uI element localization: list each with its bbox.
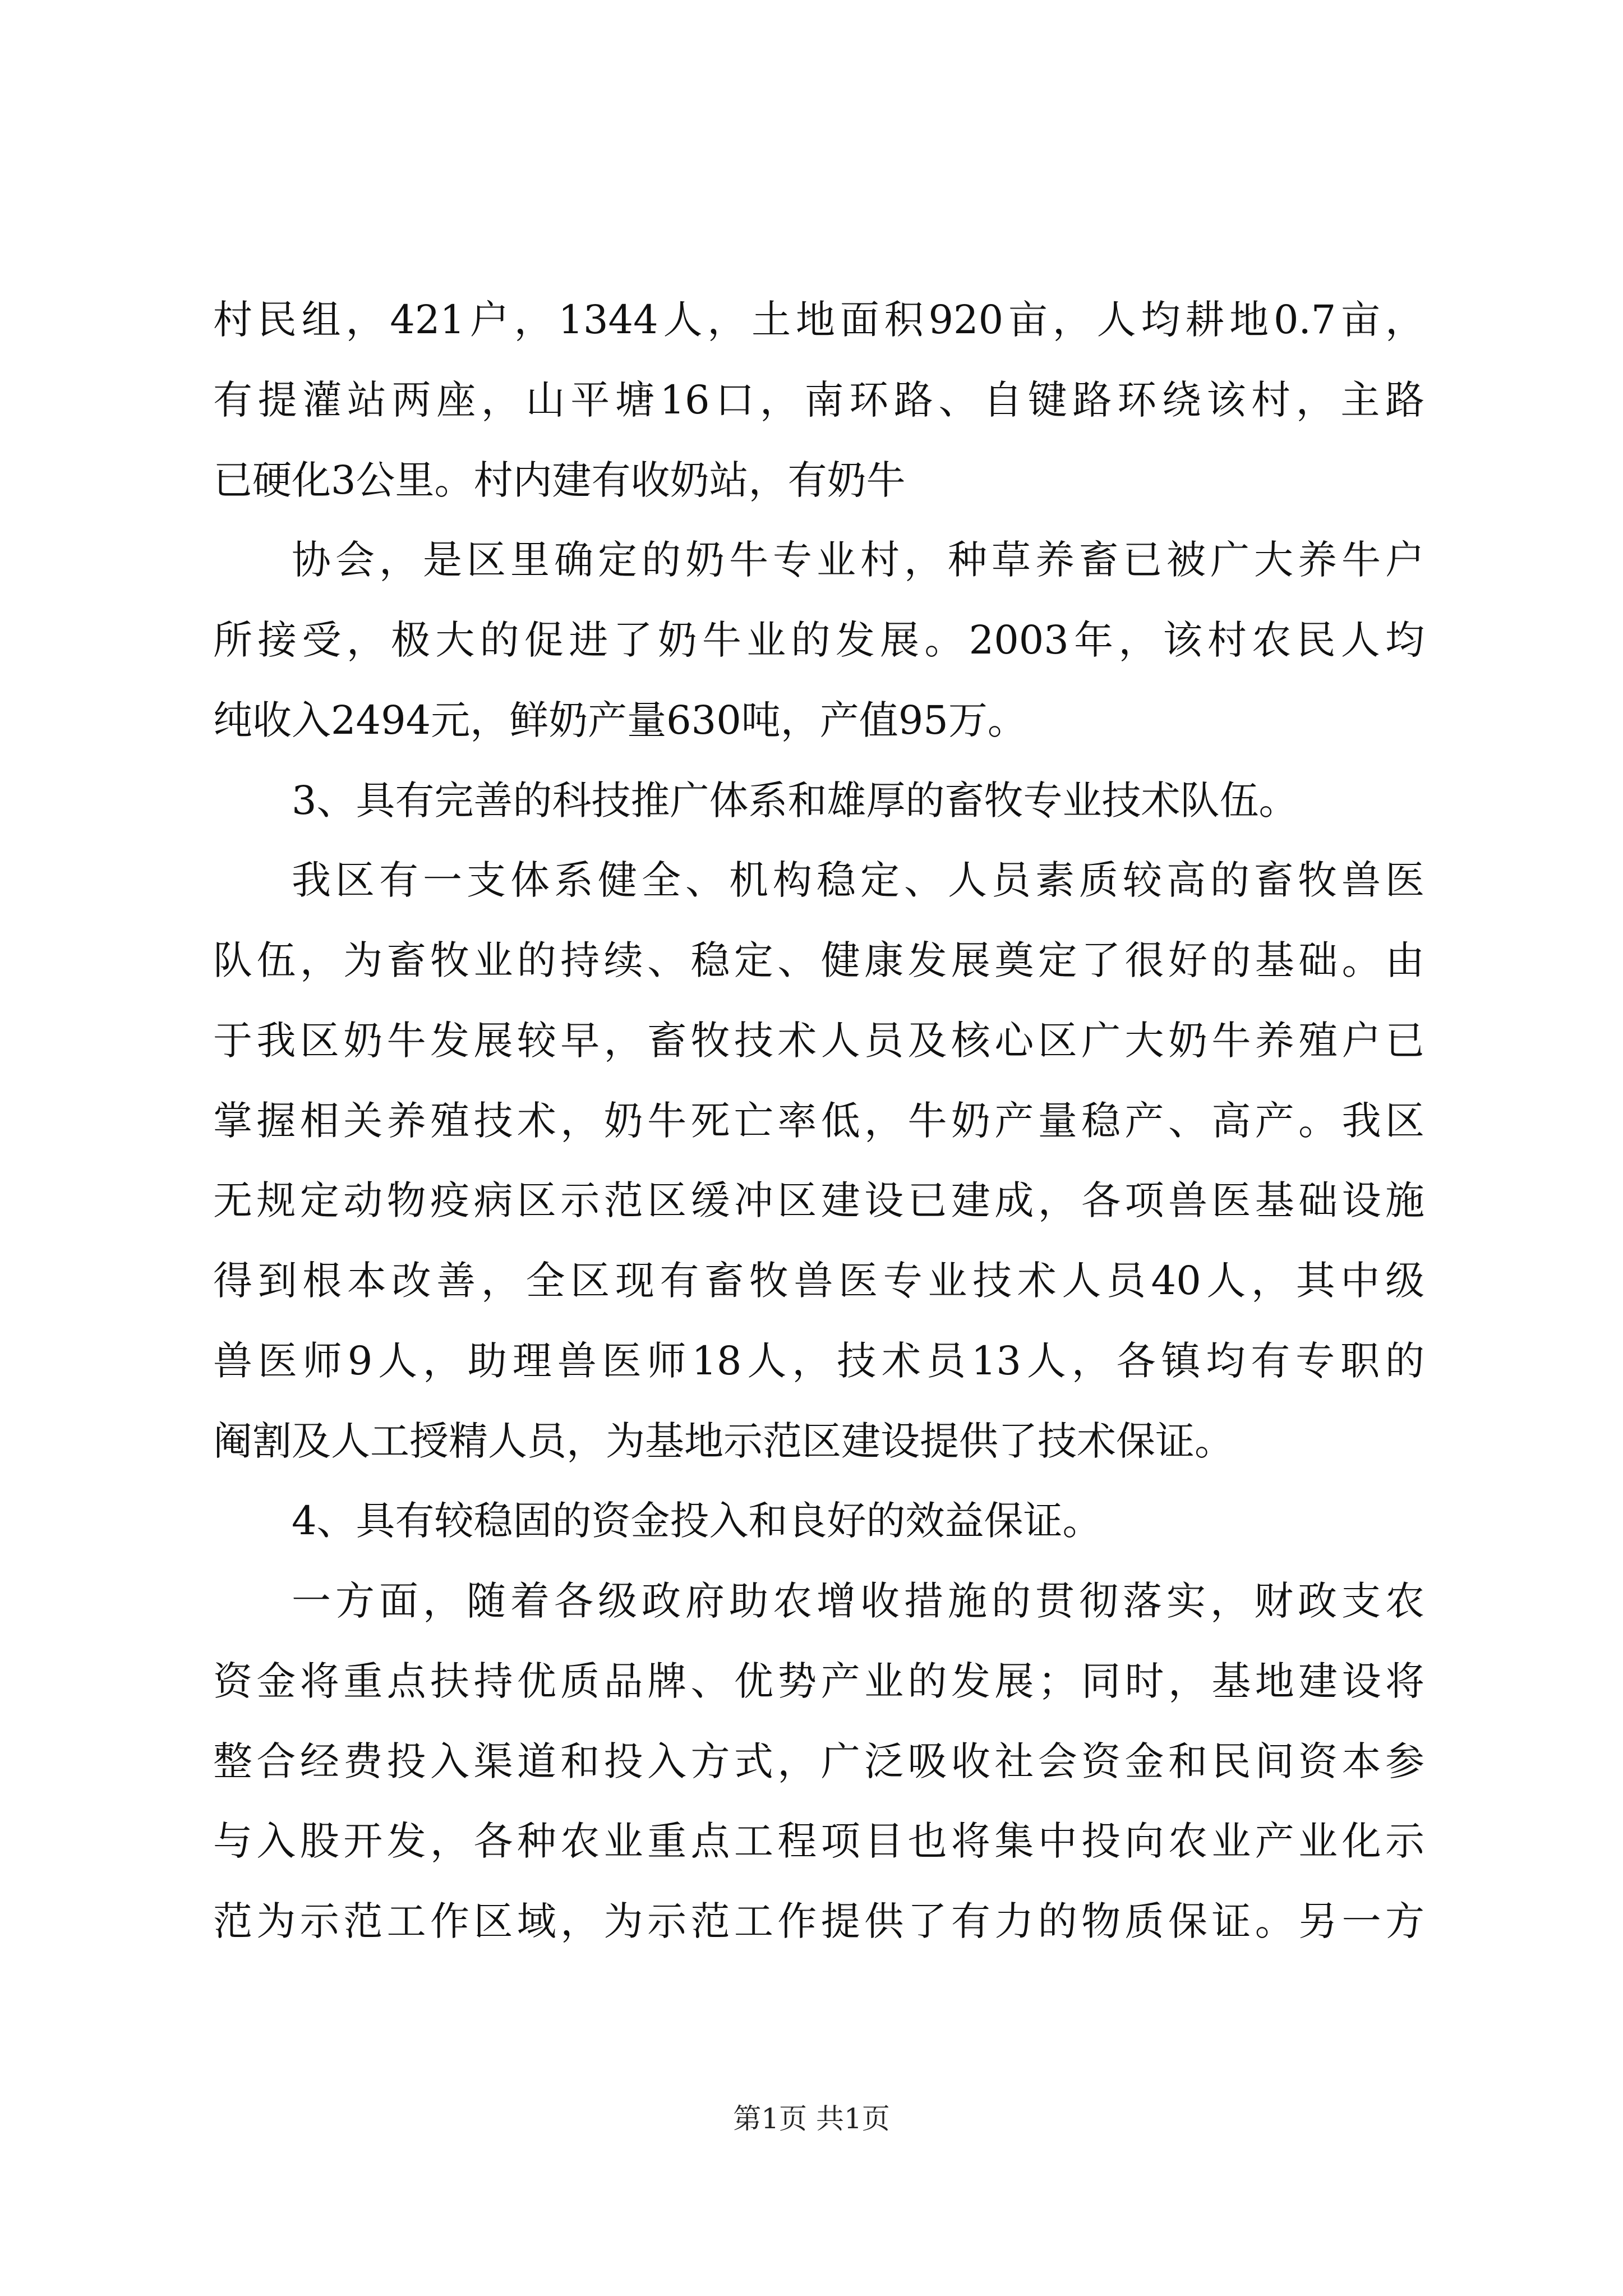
body-text-line: 村民组，421户，1344人，土地面积920亩，人均耕地0.7亩， bbox=[213, 297, 1424, 343]
body-text-line: 纯收入2494元，鲜奶产量630吨，产值95万。 bbox=[213, 697, 1027, 743]
body-text-line: 已硬化3公里。村内建有收奶站，有奶牛 bbox=[213, 457, 906, 503]
body-text-line: 于我区奶牛发展较早，畜牧技术人员及核心区广大奶牛养殖户已 bbox=[213, 1018, 1424, 1064]
body-text-line: 整合经费投入渠道和投入方式，广泛吸收社会资金和民间资本参 bbox=[213, 1738, 1424, 1784]
body-text-line: 有提灌站两座，山平塘16口，南环路、自键路环绕该村，主路 bbox=[213, 377, 1424, 423]
paragraph-start-line: 协会，是区里确定的奶牛专业村，种草养畜已被广大养牛户 bbox=[292, 537, 1424, 583]
body-text-line: 所接受，极大的促进了奶牛业的发展。2003年，该村农民人均 bbox=[213, 617, 1424, 663]
body-text-line: 兽医师9人，助理兽医师18人，技术员13人，各镇均有专职的 bbox=[213, 1338, 1424, 1384]
body-text-line: 范为示范工作区域，为示范工作提供了有力的物质保证。另一方 bbox=[213, 1898, 1424, 1944]
paragraph-start-line: 一方面，随着各级政府助农增收措施的贯彻落实，财政支农 bbox=[292, 1578, 1424, 1624]
body-text-line: 阉割及人工授精人员，为基地示范区建设提供了技术保证。 bbox=[213, 1418, 1234, 1464]
body-text-line: 队伍，为畜牧业的持续、稳定、健康发展奠定了很好的基础。由 bbox=[213, 937, 1424, 983]
paragraph-start-line: 我区有一支体系健全、机构稳定、人员素质较高的畜牧兽医 bbox=[292, 857, 1424, 903]
body-text-line: 与入股开发，各种农业重点工程项目也将集中投向农业产业化示 bbox=[213, 1818, 1424, 1864]
body-text-line: 资金将重点扶持优质品牌、优势产业的发展；同时，基地建设将 bbox=[213, 1658, 1424, 1704]
body-text-line: 无规定动物疫病区示范区缓冲区建设已建成，各项兽医基础设施 bbox=[213, 1177, 1424, 1223]
section-heading-3: 3、具有完善的科技推广体系和雄厚的畜牧专业技术队伍。 bbox=[292, 777, 1298, 823]
body-text-line: 得到根本改善，全区现有畜牧兽医专业技术人员40人，其中级 bbox=[213, 1258, 1424, 1304]
page-footer: 第1页 共1页 bbox=[733, 2102, 890, 2135]
section-heading-4: 4、具有较稳固的资金投入和良好的效益保证。 bbox=[292, 1498, 1102, 1544]
body-text-line: 掌握相关养殖技术，奶牛死亡率低，牛奶产量稳产、高产。我区 bbox=[213, 1098, 1424, 1144]
